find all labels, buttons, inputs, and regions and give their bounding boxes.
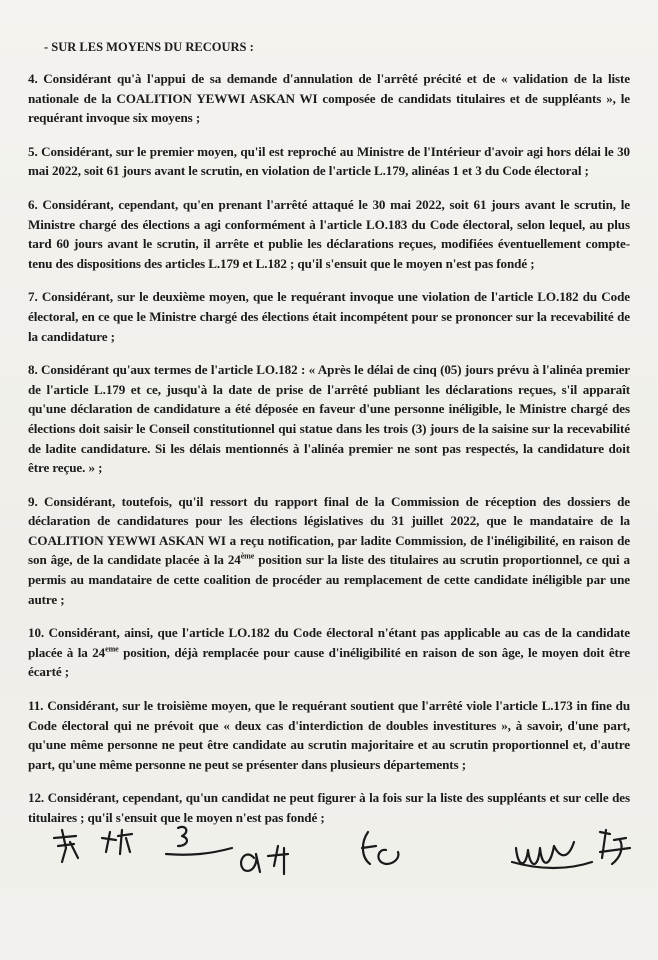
initial-mark-1 — [54, 830, 78, 862]
paragraph-number: 7. — [28, 289, 38, 305]
paragraph-9 — [28, 492, 630, 610]
initial-mark-6 — [512, 830, 630, 868]
paragraph-text: Considérant, sur le troisième moyen, que le requérant soutient que l'arrêté viole l'article L.173 in fine du Code électoral qui ne prévoit que « deux cas d'interdiction de doubles investitures », à savoir, d'une part, qu'une même personne ne peut être candidate au scrutin majoritaire et au scrutin proportionnel et, d'autre part, qu'une même personne ne peut se présenter dans plusieurs départements ; — [28, 698, 630, 772]
paragraph-number: 6. — [28, 196, 38, 212]
paragraph-number: 5. — [28, 143, 38, 159]
initial-mark-4 — [241, 846, 288, 874]
paragraph-number: 11. — [28, 698, 44, 714]
coalition-name: COALITION YEWWI ASKAN WI — [28, 532, 226, 548]
section-title: - SUR LES MOYENS DU RECOURS : — [44, 40, 254, 54]
paragraph-number: 9. — [28, 493, 38, 509]
paragraph-text: position, déjà remplacée pour cause d'inéligibilité en raison de son âge, le moyen doit être écarté ; — [28, 644, 630, 680]
paragraph-text: a reçu notification, par ladite Commission, de l'inéligibilité, en raison de son âge, de la candidate placée à la 24 — [28, 532, 630, 568]
initial-mark-5 — [362, 832, 398, 864]
ordinal-suffix: eme — [105, 644, 119, 654]
ordinal-suffix: ème — [240, 552, 255, 562]
paragraph-number: 4. — [28, 71, 38, 86]
handwritten-initials — [40, 818, 640, 888]
coalition-name: COALITION YEWWI ASKAN WI — [116, 90, 318, 106]
paragraph-text: Considérant, ainsi, que l'article LO.182 du Code électoral n'étant pas applicable au cas de la candidate placée à la 24 — [28, 625, 630, 660]
paragraph-text: composée de candidats titulaires et de suppléants », le requérant invoque six moyens ; — [28, 90, 630, 126]
initial-mark-3 — [166, 827, 232, 855]
paragraph-text: Considérant, sur le deuxième moyen, que le requérant invoque une violation de l'article LO.182 du Code électoral, en ce que le Ministre chargé des élections était incompétent pour se prononcer sur la recevabilité de la candidature ; — [28, 289, 630, 344]
paragraph-number: 8. — [28, 362, 38, 378]
paragraph-text: position sur la liste des titulaires au scrutin proportionnel, ce qui a permis au mandataire de cette coalition de procéder au remplacement de cette candidate inéligible par une autre ; — [28, 552, 630, 607]
paragraph-7 — [28, 287, 630, 346]
paragraph-11 — [28, 696, 630, 774]
paragraph-10 — [28, 623, 630, 682]
paragraph-8 — [28, 360, 630, 478]
paragraph-text: Considérant qu'aux termes de l'article LO.182 : « Après le délai de cinq (05) jours prévu à l'alinéa premier de l'article L.179 et ce, jusqu'à la date de prise de l'arrêté publiant les déclarations reçues, s'il apparaît qu'une déclaration de candidature a été déposée en faveur d'une personne inéligible, le Ministre chargé des élections doit saisir le Conseil constitutionnel qui statue dans les trois (3) jours de la saisine sur la recevabilité de ladite candidature. Si les délais mentionnés à l'alinéa premier ne sont pas respectés, la candidature doit être reçue. » ; — [28, 362, 630, 476]
initial-mark-2 — [102, 830, 132, 854]
paragraph-text: Considérant, cependant, qu'en prenant l'arrêté attaqué le 30 mai 2022, soit 61 jours avant le scrutin, le Ministre chargé des élections a agi conformément à l'article LO.183 du Code électoral, selon lequel, au plus tard 60 jours avant le scrutin, il arrête et publie les déclarations reçues, modifiées éventuellement compte-tenu des dispositions des articles L.179 et L.182 ; qu'il s'ensuit que le moyen n'est pas fondé ; — [28, 196, 630, 271]
paragraph-5 — [28, 142, 630, 181]
paragraph-4 — [28, 69, 630, 128]
paragraph-text: Considérant, sur le premier moyen, qu'il est reproché au Ministre de l'Intérieur d'avoir agi hors délai le 30 mai 2022, soit 61 jours avant le scrutin, en violation de l'article L.179, alinéas 1 et 3 du Code électoral ; — [28, 143, 630, 179]
paragraph-text: Considérant, toutefois, qu'il ressort du rapport final de la Commission de réception des dossiers de déclaration de candidatures pour les élections législatives du 31 juillet 2022, que le mandataire de la — [28, 493, 630, 529]
paragraph-text: Considérant, cependant, qu'un candidat ne peut figurer à la fois sur la liste des suppléants et sur celle des titulaires ; qu'il s'ensuit que le moyen n'est pas fondé ; — [28, 790, 630, 825]
paragraph-number: 12. — [28, 790, 45, 806]
paragraph-6 — [28, 195, 630, 273]
paragraph-number: 10. — [28, 625, 45, 641]
paragraph-text: Considérant qu'à l'appui de sa demande d'annulation de l'arrêté précité et de « validation de la liste nationale de la — [28, 71, 630, 106]
